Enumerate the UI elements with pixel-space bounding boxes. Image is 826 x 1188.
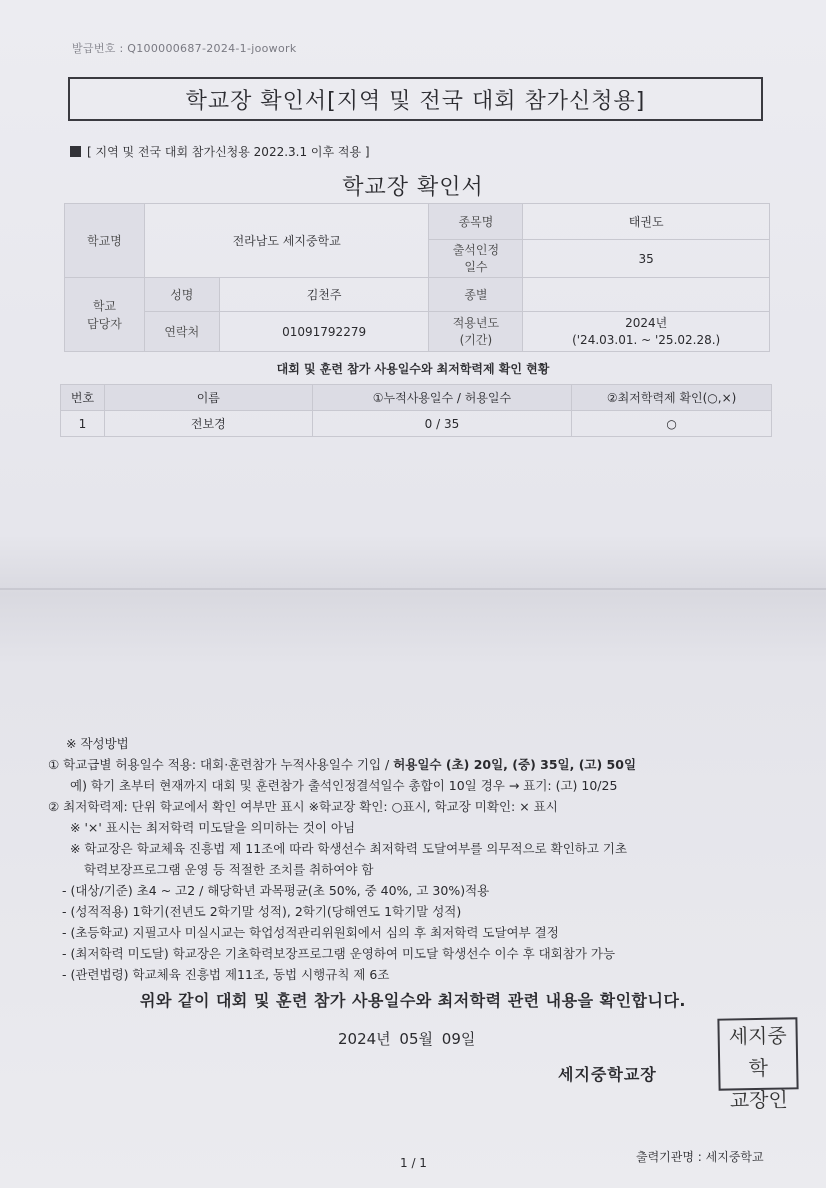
header-number: 번호 (61, 385, 105, 411)
confirmation-statement: 위와 같이 대회 및 훈련 참가 사용일수와 최저학력 관련 내용을 확인합니다. (140, 991, 686, 1010)
year-label: 적용년도 (기간) (429, 312, 523, 352)
apply-note (70, 143, 370, 160)
instruction-line: - (성적적용) 1학기(전년도 2학기말 성적), 2학기(당해연도 1학기말 성적) (62, 904, 462, 919)
page-number: 1 / 1 (400, 1156, 427, 1170)
event-value: 태권도 (523, 204, 770, 240)
type-value (523, 278, 770, 312)
instruction-line: 학력보장프로그램 운영 등 적절한 조치를 취하여야 함 (84, 862, 374, 877)
attend-label: 출석인정 일수 (429, 240, 523, 278)
issue-number: 발급번호 : Q100000687-2024-1-joowork (72, 42, 297, 55)
table-row (61, 411, 772, 437)
contact-value: 01091792279 (219, 312, 429, 352)
instruction-line: ② 최저학력제: 단위 학교에서 확인 여부만 표시 ※학교장 확인: ○표시, 학교장 미확인: × 표시 (48, 799, 558, 814)
instruction-line: ※ '×' 표시는 최저학력 미도달을 의미하는 것이 아님 (70, 820, 356, 835)
school-seal-stamp (717, 1017, 798, 1113)
type-label: 종별 (429, 278, 523, 312)
seal-line: 교장인 (729, 1087, 788, 1113)
manager-label: 학교 담당자 (65, 278, 145, 352)
row-academic-check: ○ (572, 411, 772, 437)
instruction-line (48, 754, 748, 775)
status-section-title: 대회 및 훈련 참가 사용일수와 최저학력제 확인 현황 (276, 362, 550, 376)
document-box-title: 학교장 확인서[지역 및 전국 대회 참가신청용] (68, 77, 763, 121)
instruction-line: - (대상/기준) 초4 ~ 고2 / 해당학년 과목평균(초 50%, 중 40%, 고 30%)적용 (62, 883, 490, 898)
allowed-days-text: 허용일수 (초) 20일, (중) 35일, (고) 50일 (393, 757, 637, 772)
seal-line: 세지중학 (728, 1023, 787, 1081)
school-label: 학교명 (65, 204, 145, 278)
status-table (60, 384, 772, 437)
principal-signature: 세지중학교장 (558, 1065, 657, 1084)
row-name: 전보경 (104, 411, 312, 437)
square-bullet-icon (70, 146, 81, 157)
name-label: 성명 (144, 278, 219, 312)
issuing-institution: 출력기관명 : 세지중학교 (636, 1150, 764, 1164)
attend-value: 35 (523, 240, 770, 278)
school-value: 전라남도 세지중학교 (144, 204, 429, 278)
row-days: 0 / 35 (312, 411, 572, 437)
instruction-line: - (최저학력 미도달) 학교장은 기초학력보장프로그램 운영하여 미도달 학생선수 이수 후 대회참가 가능 (62, 946, 616, 961)
page-title: 학교장 확인서 (342, 175, 484, 200)
instruction-line: 예) 학기 초부터 현재까지 대회 및 훈련참가 출석인정결석일수 총합이 10일 경우 → 표기: (고) 10/25 (70, 778, 618, 793)
instruction-text: ① 학교급별 허용일수 적용: 대회·훈련참가 누적사용일수 기입 / (48, 757, 394, 772)
instruction-line: - (초등학교) 지필고사 미실시교는 학업성적관리위원회에서 심의 후 최저학력 도달여부 결정 (62, 925, 559, 940)
instruction-line: - (관련법령) 학교체육 진흥법 제11조, 동법 시행규칙 제 6조 (62, 967, 390, 982)
header-academic: ②최저학력제 확인(○,×) (572, 385, 772, 411)
period-value: ('24.03.01. ~ '25.02.28.) (572, 332, 721, 347)
issue-date: 2024년 05월 09일 (338, 1030, 476, 1048)
info-table (64, 203, 770, 352)
fold-line (0, 588, 826, 590)
year-period-cell (523, 312, 770, 352)
header-days: ①누적사용일수 / 허용일수 (312, 385, 572, 411)
name-value: 김천주 (219, 278, 429, 312)
instruction-line: ※ 학교장은 학교체육 진흥법 제 11조에 따라 학생선수 최저학력 도달여부를 의무적으로 확인하고 기초 (70, 841, 628, 856)
apply-note-text: [ 지역 및 전국 대회 참가신청용 2022.3.1 이후 적용 ] (87, 145, 370, 159)
instructions-title: ※ 작성방법 (66, 736, 129, 751)
contact-label: 연락처 (144, 312, 219, 352)
event-label: 종목명 (429, 204, 523, 240)
row-number: 1 (61, 411, 105, 437)
instructions-section (48, 733, 748, 985)
year-value: 2024년 (625, 315, 668, 330)
header-name: 이름 (104, 385, 312, 411)
